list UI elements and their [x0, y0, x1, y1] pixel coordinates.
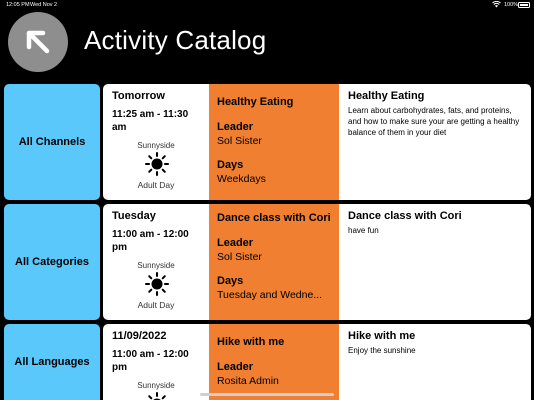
activity-time: 11:25 am - 11:30 am	[112, 109, 189, 133]
activity-day: Tuesday	[112, 210, 156, 222]
wifi-icon	[492, 1, 501, 8]
sun-icon	[145, 152, 169, 176]
activity-detail	[339, 84, 531, 200]
sun-icon	[145, 392, 169, 400]
all-channels-button[interactable]: All Channels	[4, 84, 100, 200]
leader-label: Leader	[217, 361, 254, 373]
home-indicator[interactable]	[200, 393, 334, 396]
activity-card[interactable]	[103, 204, 531, 320]
activity-audience: Adult Day	[137, 300, 175, 310]
activity-time: 11:00 am - 12:00 pm	[112, 349, 189, 373]
back-button[interactable]	[8, 12, 68, 72]
detail-description: Enjoy the sunshine	[348, 346, 416, 355]
activity-summary	[209, 324, 339, 400]
activity-time: 11:00 am - 12:00 pm	[112, 229, 189, 253]
activity-name: Hike with me	[217, 336, 285, 348]
battery-percent: 100%	[504, 2, 519, 8]
activity-day: Tomorrow	[112, 90, 165, 102]
status-date: Wed Nov 2	[30, 2, 58, 8]
activity-name: Dance class with Cori	[217, 212, 331, 224]
battery-icon	[518, 2, 530, 8]
detail-title: Healthy Eating	[348, 90, 425, 102]
activity-detail	[339, 324, 531, 400]
leader-label: Leader	[217, 237, 254, 249]
all-categories-button[interactable]: All Categories	[4, 204, 100, 320]
activity-place: Sunnyside	[137, 261, 175, 270]
all-languages-button[interactable]: All Languages	[4, 324, 100, 400]
activity-card[interactable]	[103, 324, 531, 400]
activity-detail	[339, 204, 531, 320]
activity-when	[103, 204, 209, 320]
status-bar	[0, 0, 534, 10]
activity-audience: Adult Day	[137, 180, 175, 190]
activity-place: Sunnyside	[137, 141, 175, 150]
days-label: Days	[217, 159, 244, 171]
detail-title: Hike with me	[348, 330, 416, 342]
activity-when	[103, 84, 209, 200]
leader-label: Leader	[217, 121, 254, 133]
leader-name: Sol Sister	[217, 135, 262, 147]
activity-place: Sunnyside	[137, 381, 175, 390]
activity-day: 11/09/2022	[112, 330, 167, 342]
detail-description: have fun	[348, 226, 379, 235]
sun-icon	[145, 272, 169, 296]
activity-summary	[209, 204, 339, 320]
page-title: Activity Catalog	[84, 25, 267, 55]
activity-name: Healthy Eating	[217, 96, 294, 108]
activity-summary	[209, 84, 339, 200]
detail-description: Learn about carbohydrates, fats, and proteins, and how to make sure your are getting a healthy balance of them in your diet	[348, 106, 520, 137]
days-value: Weekdays	[217, 173, 266, 185]
activity-card[interactable]	[103, 84, 531, 200]
leader-name: Sol Sister	[217, 251, 262, 263]
leader-name: Rosita Admin	[217, 375, 279, 387]
days-label: Days	[217, 275, 244, 287]
activity-when	[103, 324, 209, 400]
days-value: Tuesday and Wedne...	[217, 289, 323, 301]
status-time: 12:05 PM	[6, 2, 30, 8]
arrow-up-left-icon	[23, 27, 53, 57]
detail-title: Dance class with Cori	[348, 210, 462, 222]
